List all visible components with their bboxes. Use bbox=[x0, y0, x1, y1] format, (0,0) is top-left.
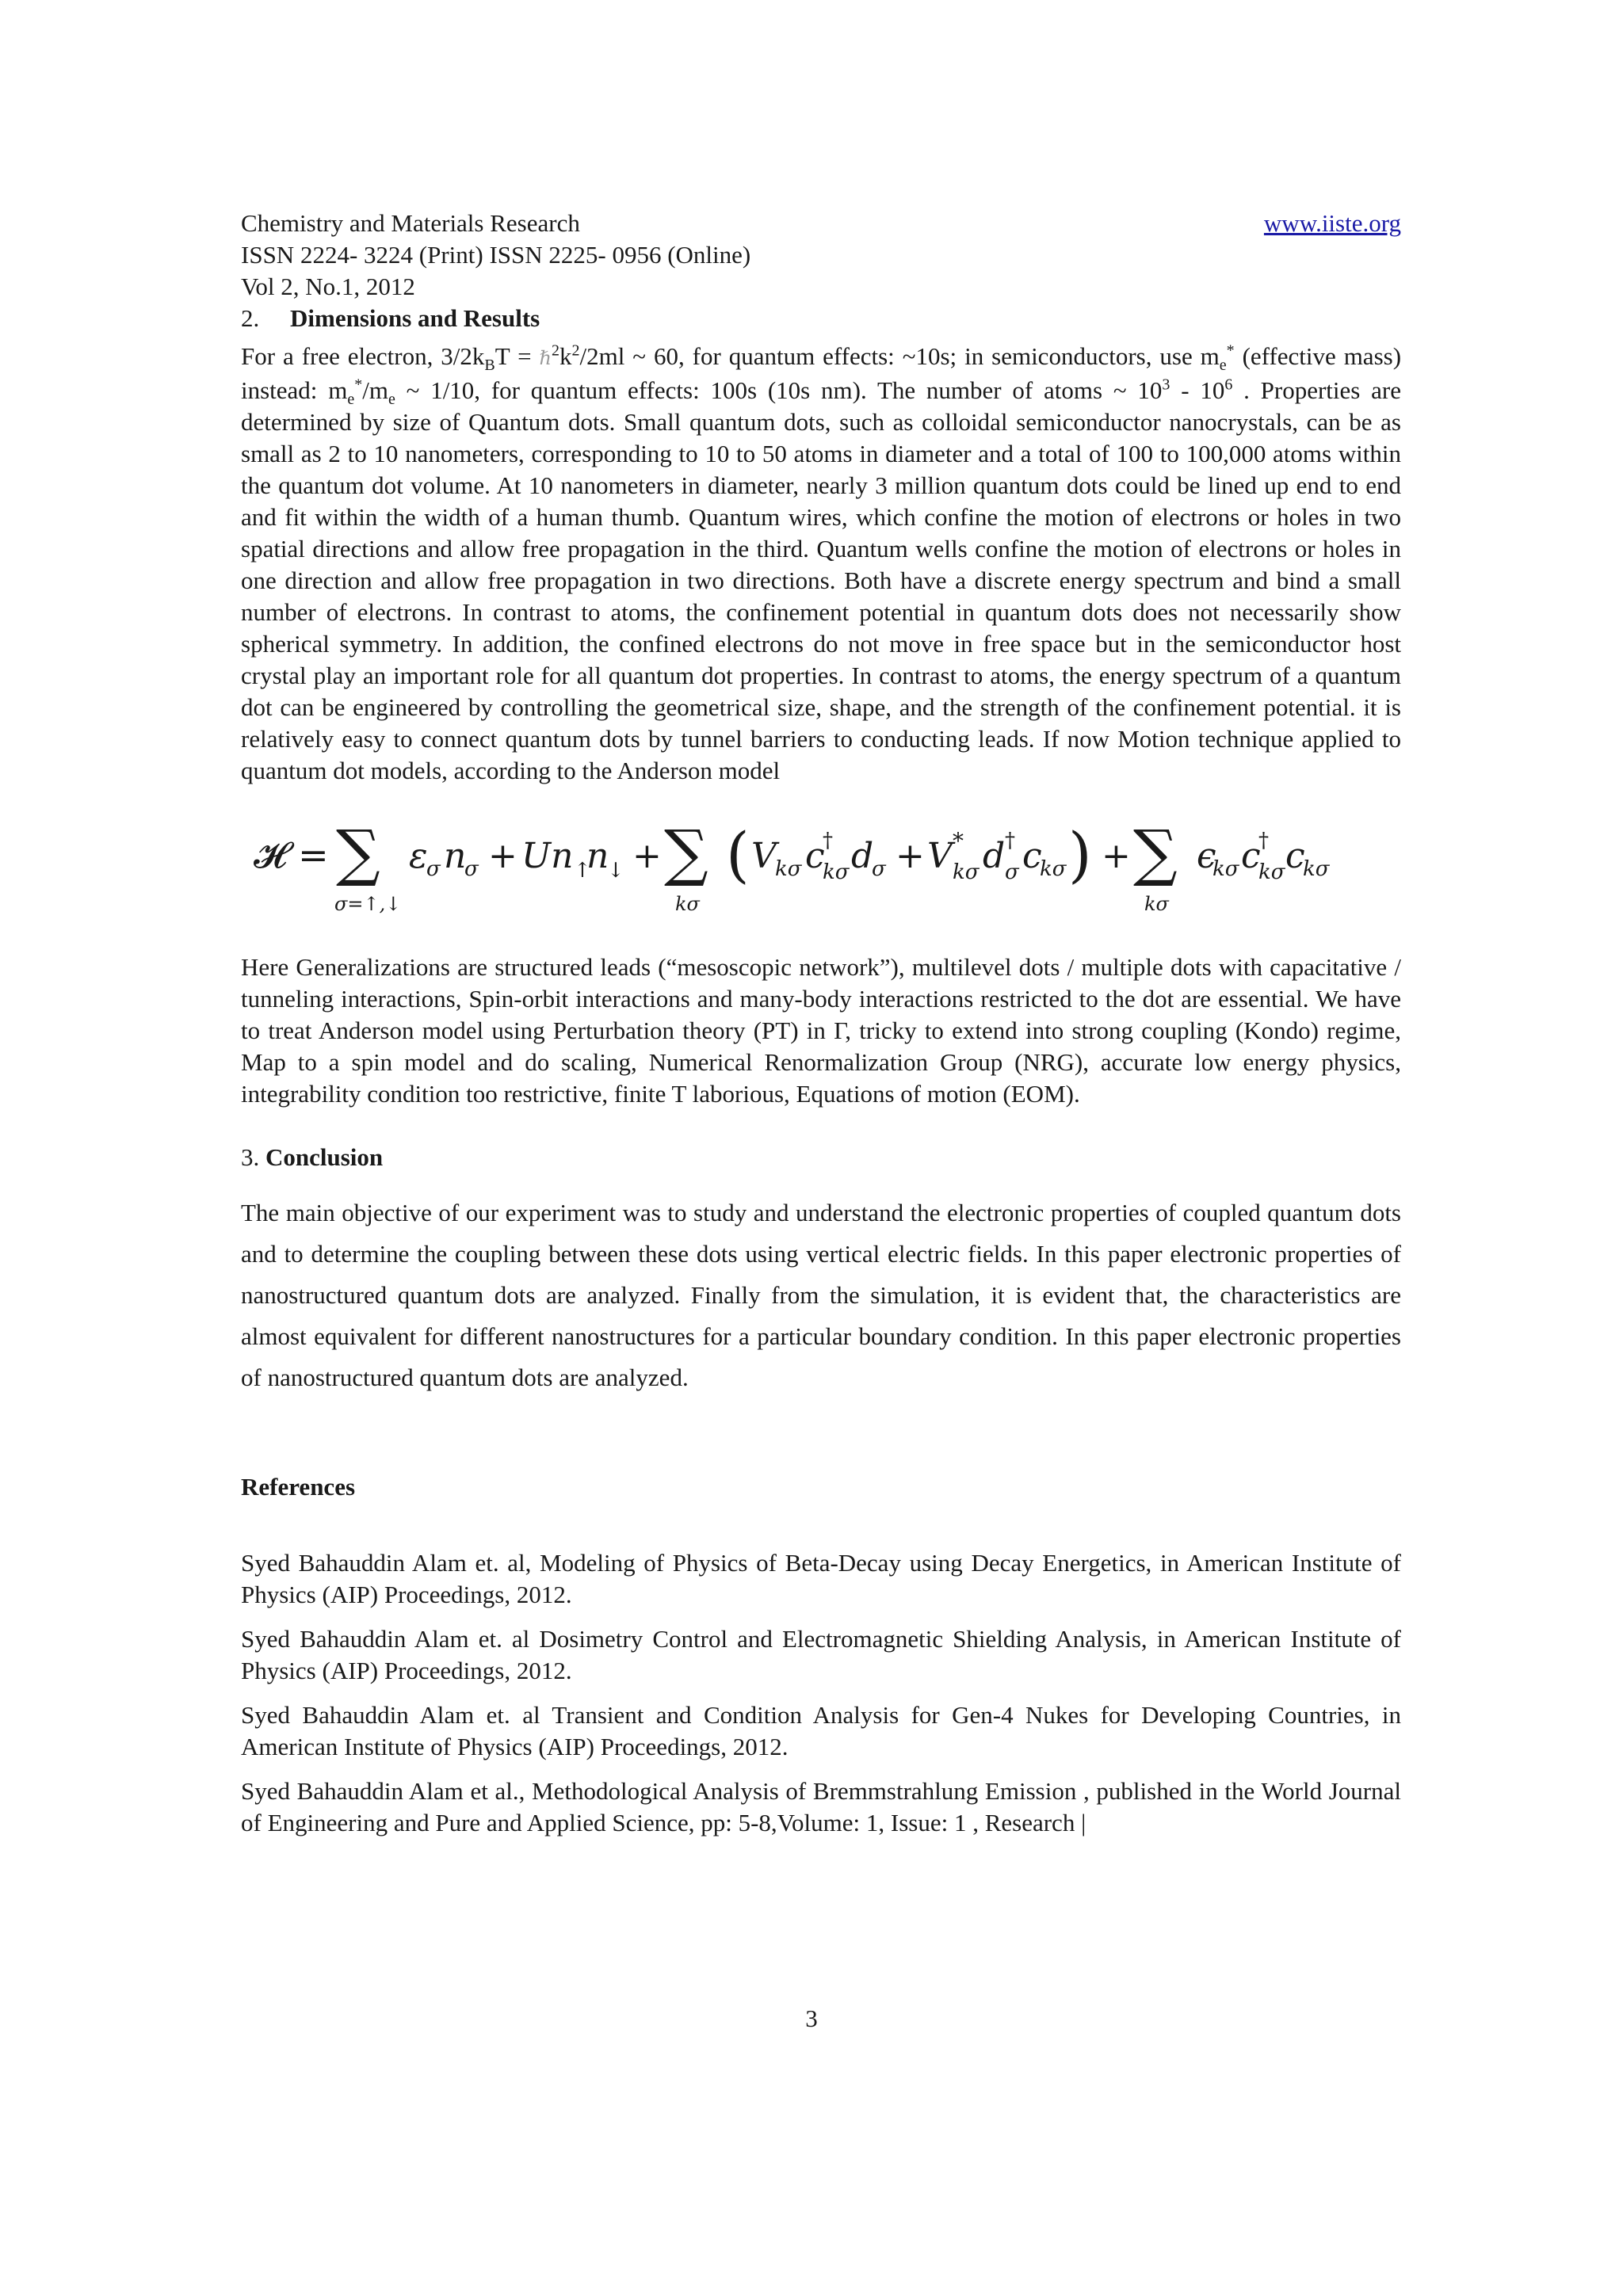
volume-line bbox=[241, 271, 1401, 303]
eq-rparen: ) bbox=[1068, 819, 1092, 890]
svg-text:c: c bbox=[1022, 836, 1042, 876]
svg-text:kσ: kσ bbox=[775, 857, 802, 881]
svg-text:kσ: kσ bbox=[823, 860, 850, 884]
svg-text:kσ: kσ bbox=[1040, 857, 1067, 881]
page bbox=[241, 208, 1401, 1852]
eq-sum-2: ∑ bbox=[664, 818, 708, 889]
svg-text:*: * bbox=[953, 828, 964, 854]
svg-text:kσ: kσ bbox=[1144, 893, 1169, 915]
references-heading: References bbox=[241, 1473, 356, 1501]
journal-name: Chemistry and Materials Research bbox=[241, 209, 580, 237]
svg-text:kσ: kσ bbox=[1212, 857, 1239, 881]
section-2-paragraph-1: For a free electron, $3/2k_BT$ = $\hbar^2k^2/2ml$ ~ 60, for quantum effects: ~10s; in semiconductors, use $m_e^*$ (effective mass) instead: $m_e^*/m_e$ ~ 1/10, for quantum effects: 100s (10s nm). The number of atoms ~ $10^3 - 10^6$ . Properties are determined by size of Quantum dots. Small quantum dots, such as colloidal semiconductor nanocrystals, can be as small as 2 to 10 nanometers, corresponding to 10 to 50 atoms in diameter and a total of 100 to 100,000 atoms within the quantum dot volume. At 10 nanometers in diameter, nearly 3 million quantum dots could be lined up end to end and fit within the width of a human thumb. Quantum wires, which confine the motion of electrons or holes in two spatial directions and allow free propagation in the third. Quantum wells confine the motion of electrons or holes in one direction and allow free propagation in two directions. Both have a discrete energy spectrum and bind a small number of electrons. In contrast to atoms, the confinement potential in quantum dots does not necessarily show spherical symmetry. In addition, the confined electrons do not move in free space but in the semiconductor host crystal play an important role for all quantum dot properties. In contrast to atoms, the energy spectrum of a quantum dot can be engineered by controlling the geometrical size, shape, and the strength of the confinement potential. it is relatively easy to connect quantum dots by tunnel barriers to conducting leads. If now Motion technique applied to quantum dot models, according to the Anderson model bbox=[241, 341, 1402, 784]
svg-text:+: + bbox=[1102, 836, 1131, 876]
svg-text:c: c bbox=[1285, 836, 1305, 876]
svg-text:Un: Un bbox=[521, 836, 574, 876]
reference-item-4: Syed Bahauddin Alam et al., Methodological Analysis of Bremmstrahlung Emission , published in the World Journal of Engineering and Pure and Applied Science, pp: 5-8,Volume: 1, Issue: 1 , Research | bbox=[241, 1777, 1401, 1836]
svg-text:σ: σ bbox=[872, 857, 886, 881]
eq-eps: ε bbox=[409, 836, 428, 876]
equation-svg bbox=[241, 799, 1401, 945]
svg-text:+: + bbox=[488, 836, 517, 876]
eq-sum-3: ∑ bbox=[1133, 818, 1178, 889]
header-line-1 bbox=[241, 208, 1401, 239]
section-3-title: Conclusion bbox=[265, 1143, 384, 1171]
svg-text:n: n bbox=[444, 836, 467, 876]
svg-text:↓: ↓ bbox=[607, 859, 624, 883]
issn-line bbox=[241, 239, 1401, 271]
svg-text:+: + bbox=[896, 836, 925, 876]
svg-text:kσ: kσ bbox=[675, 893, 700, 915]
svg-text:†: † bbox=[823, 829, 833, 852]
volume-text: Vol 2, No.1, 2012 bbox=[241, 273, 415, 300]
svg-text:V: V bbox=[751, 836, 777, 876]
svg-text:↑: ↑ bbox=[574, 859, 591, 883]
eq-lhs: 𝓗 = bbox=[254, 833, 329, 876]
svg-text:σ: σ bbox=[426, 857, 441, 881]
svg-text:†: † bbox=[1005, 829, 1015, 852]
section-2-paragraph-2: Here Generalizations are structured leads (“mesoscopic network”), multilevel dots / multiple dots with capacitative / tunneling interactions, Spin-orbit interactions and many-body interactions restricted to the dot are essential. We have to treat Anderson model using Perturbation theory (PT) in Γ, tricky to extend into strong coupling (Kondo) regime, Map to a spin model and do scaling, Numerical Renormalization Group (NRG), accurate low energy physics, integrability condition too restrictive, finite T laborious, Equations of motion (EOM). bbox=[241, 953, 1401, 1108]
reference-item-2: Syed Bahauddin Alam et. al Dosimetry Control and Electromagnetic Shielding Analysis, in American Institute of Physics (AIP) Proceedings, 2012. bbox=[241, 1625, 1401, 1684]
eq-lparen: ( bbox=[726, 819, 750, 890]
eq-sum-1: ∑ bbox=[336, 818, 380, 889]
reference-item-1: Syed Bahauddin Alam et. al, Modeling of Physics of Beta-Decay using Decay Energetics, in American Institute of Physics (AIP) Proceedings, 2012. bbox=[241, 1549, 1401, 1608]
reference-item-3: Syed Bahauddin Alam et. al Transient and Condition Analysis for Gen-4 Nukes for Developing Countries, in American Institute of Physics (AIP) Proceedings, 2012. bbox=[241, 1701, 1401, 1760]
hbar-glyph: ℏ bbox=[539, 349, 552, 369]
svg-text:+: + bbox=[632, 836, 662, 876]
svg-text:kσ: kσ bbox=[953, 860, 980, 884]
svg-text:d: d bbox=[851, 836, 874, 876]
svg-text:c: c bbox=[805, 836, 825, 876]
section-3-heading bbox=[241, 1142, 1401, 1173]
page-number: 3 bbox=[805, 2004, 818, 2032]
section-2-title: Dimensions and Results bbox=[290, 304, 540, 332]
svg-text:kσ: kσ bbox=[1258, 860, 1285, 884]
website-link[interactable]: www.iiste.org bbox=[1263, 209, 1401, 237]
svg-text:d: d bbox=[983, 836, 1006, 876]
svg-text:σ: σ bbox=[1005, 860, 1019, 884]
eq-sum-1-sub: σ=↑,↓ bbox=[334, 893, 402, 915]
svg-text:c: c bbox=[1241, 836, 1261, 876]
section-3-paragraph: The main objective of our experiment was to study and understand the electronic properties of coupled quantum dots and to determine the coupling between these dots using vertical electric fields. In this paper electronic properties of nanostructured quantum dots are analyzed. Finally from the simulation, it is evident that, the characteristics are almost equivalent for different nanostructures for a particular boundary condition. In this paper electronic properties of nanostructured quantum dots are analyzed. bbox=[241, 1199, 1401, 1391]
issn-text: ISSN 2224- 3224 (Print) ISSN 2225- 0956 (Online) bbox=[241, 241, 751, 269]
anderson-hamiltonian-equation bbox=[241, 799, 1401, 945]
svg-text:σ: σ bbox=[464, 857, 479, 881]
section-2-heading bbox=[241, 303, 1401, 334]
svg-text:†: † bbox=[1258, 829, 1269, 852]
svg-text:V: V bbox=[927, 836, 953, 876]
svg-text:kσ: kσ bbox=[1303, 857, 1330, 881]
svg-text:ϵ: ϵ bbox=[1197, 836, 1216, 876]
svg-text:n: n bbox=[586, 836, 609, 876]
section-2-number: 2. bbox=[241, 304, 260, 332]
section-3-number: 3. bbox=[241, 1143, 260, 1171]
